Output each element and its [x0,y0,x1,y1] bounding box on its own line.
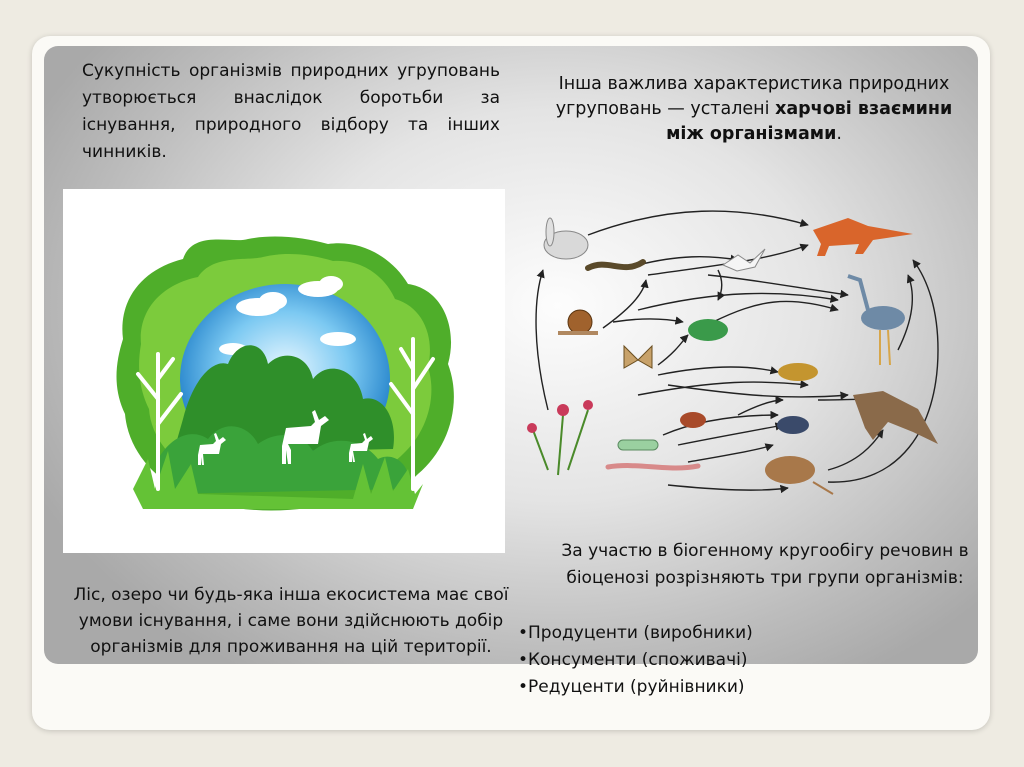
caterpillar-icon [618,440,658,450]
text-ecosystem-conditions: Ліс, озеро чи будь-яка інша екосистема має свої умови існування, і саме вони здійснюють добір організмів для проживання на цій території. [73,585,509,657]
text-food-relations [538,72,970,147]
tit-icon [777,416,809,434]
list-item-consumers: •Консументи (споживачі) [518,650,748,670]
organism-groups-list [518,620,1008,701]
oriole-icon [778,363,818,381]
beetle-icon [680,412,706,428]
text-food-relations-bold: харчові взаємини між організмами [666,99,953,144]
text-organism-groups-intro: За участю в біогенному кругообігу речовин в біоценозі розрізняють три групи організмів: [561,541,969,588]
butterfly-icon [624,346,652,368]
fox-icon [813,218,913,256]
frog-icon [688,319,728,341]
hawk-icon [853,391,938,444]
heron-icon [848,276,905,365]
list-item-producers: •Продуценти (виробники) [518,623,753,643]
worm-icon [608,466,698,468]
rabbit-icon [544,218,588,259]
list-item-decomposers: •Редуценти (руйнівники) [518,677,745,697]
clover-icon [527,400,593,475]
hamster-icon [765,456,833,494]
forest-image [63,189,505,553]
text-food-relations-end: . [836,124,842,144]
snail-icon [558,310,598,334]
text-food-relations-plain: Інша важлива характеристика природних угруповань — усталені [555,74,950,119]
snake-icon [588,262,643,268]
food-web-diagram [518,200,964,510]
seagull-icon [723,249,765,271]
text-community-formation: Сукупність організмів природних угруповань утворюється внаслідок боротьби за існування, природного відбору та інших чинників. [82,61,500,162]
forest-illustration [63,189,505,553]
